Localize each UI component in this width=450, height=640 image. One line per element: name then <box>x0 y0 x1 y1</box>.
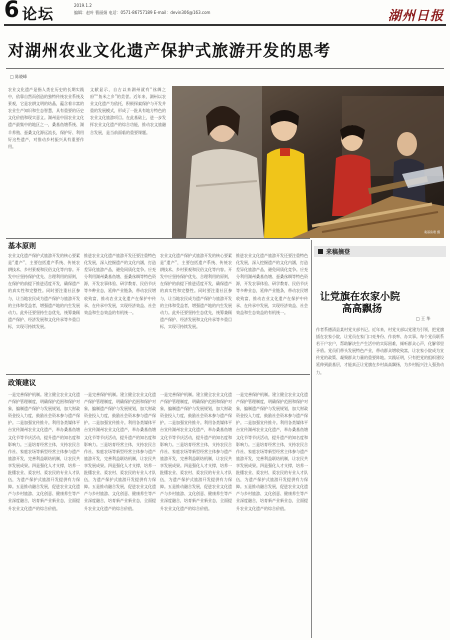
subhead-policy-suggestions: 政策建议 <box>8 379 36 387</box>
policy-column-4: 一是完善保护机制。建立健全农业文化遗产保护管理制度，明确保护范围和保护对象，编制遗产保护与发展规划，加大财政资金投入力度，鼓励社会资本参与遗产保护。二是加强宣传推介。利用各类媒体平台宣传湖州农业文化遗产，举办桑基鱼塘文化节等节庆活动，提升遗产的知名度和影响力。三是培育经营主体，支持农民合作社、家庭农场等新型经营主体参与遗产旅游开发，完善利益联结机制，让农民共享发展成果。四是强化人才支撑，培养一批懂农业、爱农村、爱农民的专业人才队伍，为遗产保护式旅游开发提供有力保障。五是推动融合发展，促进农业文化遗产与乡村旅游、文化创意、健康养生等产业深度融合，培育新产业新业态，全面提升农业文化遗产的综合价值。 <box>236 392 308 511</box>
sidebar-text: 作者系德清县某村党支部书记。近年来，村党支部以党建为引领，把党旗插在农家小院，让党员在家门口亮身份、作表率、办实事。每个党员联系若干户农户，帮助解决生产生活中的实际困难，倾听群众心声，化解邻里矛盾。党员们带头发展特色产业，带动群众增收致富，让农家小院成为宣传党的政策、凝聚群众力量的重要阵地。实践证明，只有把党的组织建设延伸到最基层，才能真正让党旗在乡村高高飘扬，为乡村振兴注入强劲动力。 <box>316 327 444 375</box>
intro-column-2: 文献显示，自古以来湖州就有“丝绸之府”“鱼米之乡”的美誉。近年来，湖州以农业文化遗产为依托，积极探索保护与开发并重的发展模式，形成了一批具有地方特色的农业文化旅游项目。在此基础上，进一步发挥农业文化遗产的综合功能，推动农文旅融合发展，是当前面临的重要课题。 <box>90 87 166 135</box>
masthead: 湖州日报 <box>387 9 444 24</box>
photo-caption: 桑基鱼塘 摄 <box>424 230 440 234</box>
issue-date: 2019.1.2 <box>74 3 92 8</box>
policy-column-2: 一是完善保护机制。建立健全农业文化遗产保护管理制度，明确保护范围和保护对象，编制遗产保护与发展规划，加大财政资金投入力度，鼓励社会资本参与遗产保护。二是加强宣传推介。利用各类媒体平台宣传湖州农业文化遗产，举办桑基鱼塘文化节等节庆活动，提升遗产的知名度和影响力。三是培育经营主体，支持农民合作社、家庭农场等新型经营主体参与遗产旅游开发，完善利益联结机制，让农民共享发展成果。四是强化人才支撑，培养一批懂农业、爱农村、爱农民的专业人才队伍，为遗产保护式旅游开发提供有力保障。五是推动融合发展，促进农业文化遗产与乡村旅游、文化创意、健康养生等产业深度融合，培育新产业新业态，全面提升农业文化遗产的综合价值。 <box>84 392 156 511</box>
sidebar-column <box>312 246 448 638</box>
sidebar-byline: □ 王 华 <box>416 316 431 321</box>
article-headline: 对湖州农业文化遗产保护式旅游开发的思考 <box>8 41 332 60</box>
headline-rule <box>6 68 444 69</box>
sidebar-column-label: 来稿摘登 <box>326 249 351 256</box>
basic-column-3: 农业文化遗产保护式旅游开发的核心要素是“遗产”，主要包括遗产系统、传统农耕技术、乡村景观和民俗文化等内容。开发中应坚持保护优先、合理利用的原则，在保护的前提下推进适度开发，确保遗产的真实性和完整性。同时要注重社区参与，让当地农民成为遗产保护与旅游开发的主体和受益者，增强遗产地的内生发展动力。此外还要坚持生态优先，统筹兼顾遗产保护、经济发展和文化传承等多重目标，实现可持续发展。 <box>160 253 232 329</box>
subhead-basic-principles: 基本原则 <box>8 242 36 250</box>
sidebar-title-line-1: 让党旗在农家小院 <box>320 292 400 303</box>
policy-column-1: 一是完善保护机制。建立健全农业文化遗产保护管理制度，明确保护范围和保护对象，编制遗产保护与发展规划，加大财政资金投入力度，鼓励社会资本参与遗产保护。二是加强宣传推介。利用各类媒体平台宣传湖州农业文化遗产，举办桑基鱼塘文化节等节庆活动，提升遗产的知名度和影响力。三是培育经营主体，支持农民合作社、家庭农场等新型经营主体参与遗产旅游开发，完善利益联结机制，让农民共享发展成果。四是强化人才支撑，培养一批懂农业、爱农村、爱农民的专业人才队伍，为遗产保护式旅游开发提供有力保障。五是推动融合发展，促进农业文化遗产与乡村旅游、文化创意、健康养生等产业深度融合，培育新产业新业态，全面提升农业文化遗产的综合价值。 <box>8 392 80 511</box>
basic-column-4: 推进农业文化遗产旅游开发还要注重特色化发展，深入挖掘遗产的文化内涵，打造差异化旅游产品，避免同质化竞争。应充分利用湖州桑基鱼塘、蚕桑丝绸等特色资源，开发农事体验、研学教育、民俗节庆等多种业态，延伸产业链条，带动农民增收致富，推动农业文化遗产在保护中传承、在传承中发展，实现经济效益、社会效益和生态效益的有机统一。 <box>236 253 308 315</box>
policy-column-3: 一是完善保护机制。建立健全农业文化遗产保护管理制度，明确保护范围和保护对象，编制遗产保护与发展规划，加大财政资金投入力度，鼓励社会资本参与遗产保护。二是加强宣传推介。利用各类媒体平台宣传湖州农业文化遗产，举办桑基鱼塘文化节等节庆活动，提升遗产的知名度和影响力。三是培育经营主体，支持农民合作社、家庭农场等新型经营主体参与遗产旅游开发，完善利益联结机制，让农民共享发展成果。四是强化人才支撑，培养一批懂农业、爱农村、爱农民的专业人才队伍，为遗产保护式旅游开发提供有力保障。五是推动融合发展，促进农业文化遗产与乡村旅游、文化创意、健康养生等产业深度融合，培育新产业新业态，全面提升农业文化遗产的综合价值。 <box>160 392 232 511</box>
article-byline: □ 陈晓峰 <box>10 74 28 79</box>
section-rule-basic <box>6 238 310 239</box>
page-number: 6 <box>4 0 20 23</box>
section-rule-policy <box>6 374 310 375</box>
weaving-photo-illustration <box>172 86 444 238</box>
square-bullet-icon <box>318 249 323 254</box>
basic-column-1: 农业文化遗产保护式旅游开发的核心要素是“遗产”，主要包括遗产系统、传统农耕技术、乡村景观和民俗文化等内容。开发中应坚持保护优先、合理利用的原则，在保护的前提下推进适度开发，确保遗产的真实性和完整性。同时要注重社区参与，让当地农民成为遗产保护与旅游开发的主体和受益者，增强遗产地的内生发展动力。此外还要坚持生态优先，统筹兼顾遗产保护、经济发展和文化传承等多重目标，实现可持续发展。 <box>8 253 80 329</box>
basic-column-2: 推进农业文化遗产旅游开发还要注重特色化发展，深入挖掘遗产的文化内涵，打造差异化旅游产品，避免同质化竞争。应充分利用湖州桑基鱼塘、蚕桑丝绸等特色资源，开发农事体验、研学教育、民俗节庆等多种业态，延伸产业链条，带动农民增收致富，推动农业文化遗产在保护中传承、在传承中发展，实现经济效益、社会效益和生态效益的有机统一。 <box>84 253 156 315</box>
header-rule <box>4 24 446 26</box>
sidebar-title-line-2: 高高飘扬 <box>342 304 382 315</box>
page-header <box>0 0 450 26</box>
editor-info: 编辑：赵叶 曹丽娟 电话：0571-86757189 E-mail：devin306@163.com <box>74 10 211 15</box>
sidebar-header <box>314 246 446 257</box>
article-photo <box>172 86 444 238</box>
section-title: 论坛 <box>22 5 55 23</box>
intro-column-1: 农业文化遗产是指人类在历史的长期实践中，依靠自然而创造的独特传统农业系统及景观，它是农耕文明的结晶，蕴含着丰富的农业生产知识和生态智慧，具有重要的历史文化价值和现实意义。湖州是中国农业文化遗产最集中的地区之一，桑基鱼塘系统、湖羊养殖、蚕桑文化源远流长，保护好、利用好这些遗产，对推动乡村振兴具有重要作用。 <box>8 87 84 149</box>
